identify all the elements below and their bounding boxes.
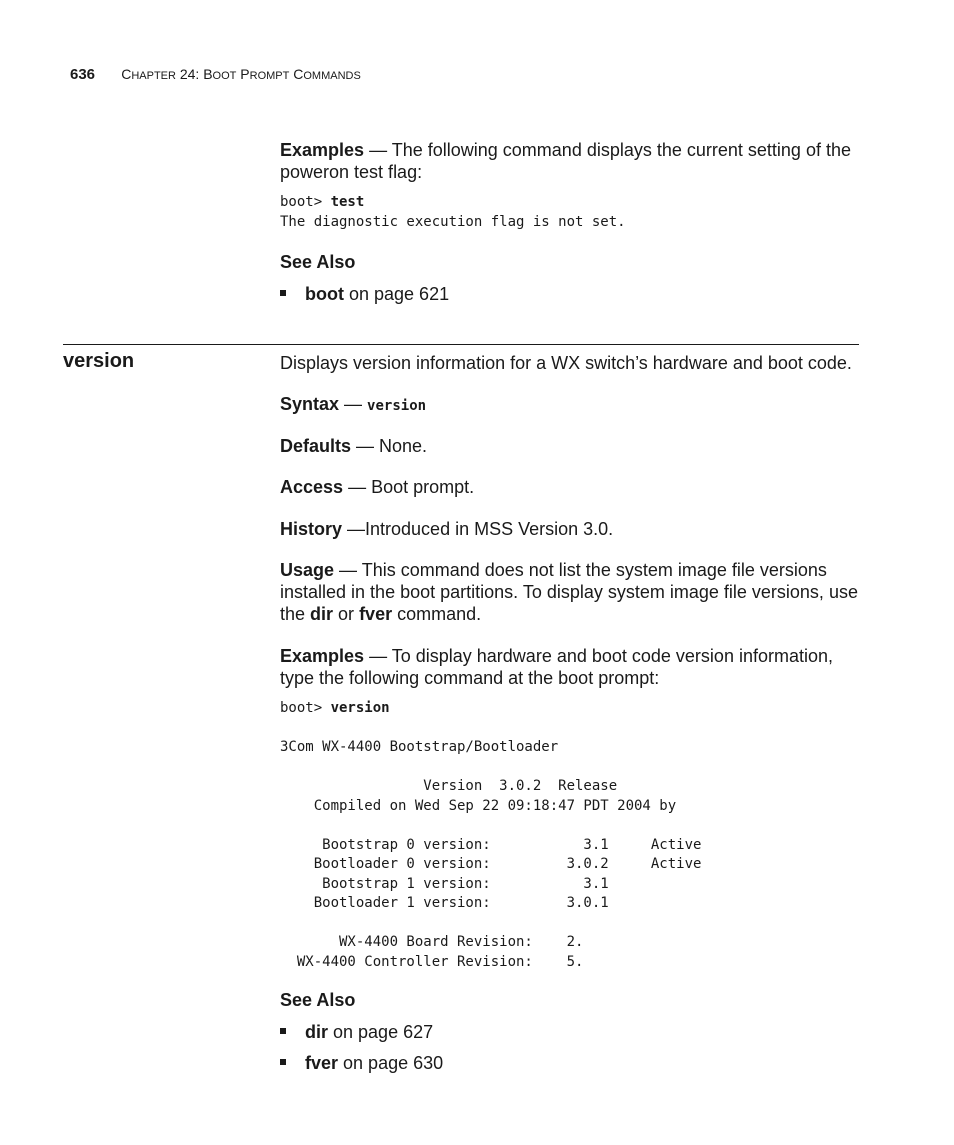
page-number: 636: [70, 66, 96, 83]
version-description: Displays version information for a WX switch’s hardware and boot code.: [280, 353, 852, 373]
running-header: [70, 66, 361, 83]
bullet-square-icon: [280, 1028, 286, 1034]
section-divider: [63, 344, 859, 345]
test-code-block: boot> test The diagnostic execution flag is not set.: [280, 194, 626, 230]
usage-fver-link: fver: [359, 604, 393, 624]
test-examples-paragraph: Examples — The following command displays the current setting of the poweron test flag:: [280, 140, 851, 182]
see-also-item-dir: dir on page 627: [280, 1021, 860, 1043]
see-also-item-boot: boot on page 621: [280, 283, 860, 305]
usage-paragraph: Usage — This command does not list the system image file versions installed in the boot partitions. To display system image file versions, use the dir or fver command.: [280, 560, 858, 624]
access-line: Access — Boot prompt.: [280, 477, 475, 497]
see-also-item-fver: fver on page 630: [280, 1052, 860, 1074]
chapter-title: CHAPTER 24: BOOT PROMPT COMMANDS: [121, 66, 361, 82]
section-title: version: [63, 350, 135, 372]
examples-label: Examples: [280, 140, 365, 160]
bullet-square-icon: [280, 290, 286, 296]
see-also-link[interactable]: fver: [305, 1053, 339, 1073]
version-code-block: boot> version 3Com WX-4400 Bootstrap/Bootloader Version 3.0.2 Release Compiled on Wed Sep 22 09:18:47 PDT 2004 by Bootstrap 0 version: 3.1 Active Bootloader 0 version: 3.0.2 Active Bootstrap 1 version: 3.1 Bootloader 1 version: 3.0.1 WX-4400 Board Revision: 2. WX-4400 Controller Revision: 5.: [280, 700, 702, 970]
bullet-square-icon: [280, 1059, 286, 1065]
version-examples-paragraph: Examples — To display hardware and boot code version information, type the following command at the boot prompt:: [280, 646, 833, 688]
see-also-link[interactable]: boot: [305, 284, 344, 304]
see-also-heading-2: See Also: [280, 990, 356, 1010]
see-also-link[interactable]: dir: [305, 1022, 329, 1042]
syntax-line: Syntax — version: [280, 394, 427, 414]
usage-dir-link: dir: [310, 604, 334, 624]
see-also-heading: See Also: [280, 252, 356, 272]
history-line: History —Introduced in MSS Version 3.0.: [280, 519, 614, 539]
defaults-line: Defaults — None.: [280, 436, 428, 456]
